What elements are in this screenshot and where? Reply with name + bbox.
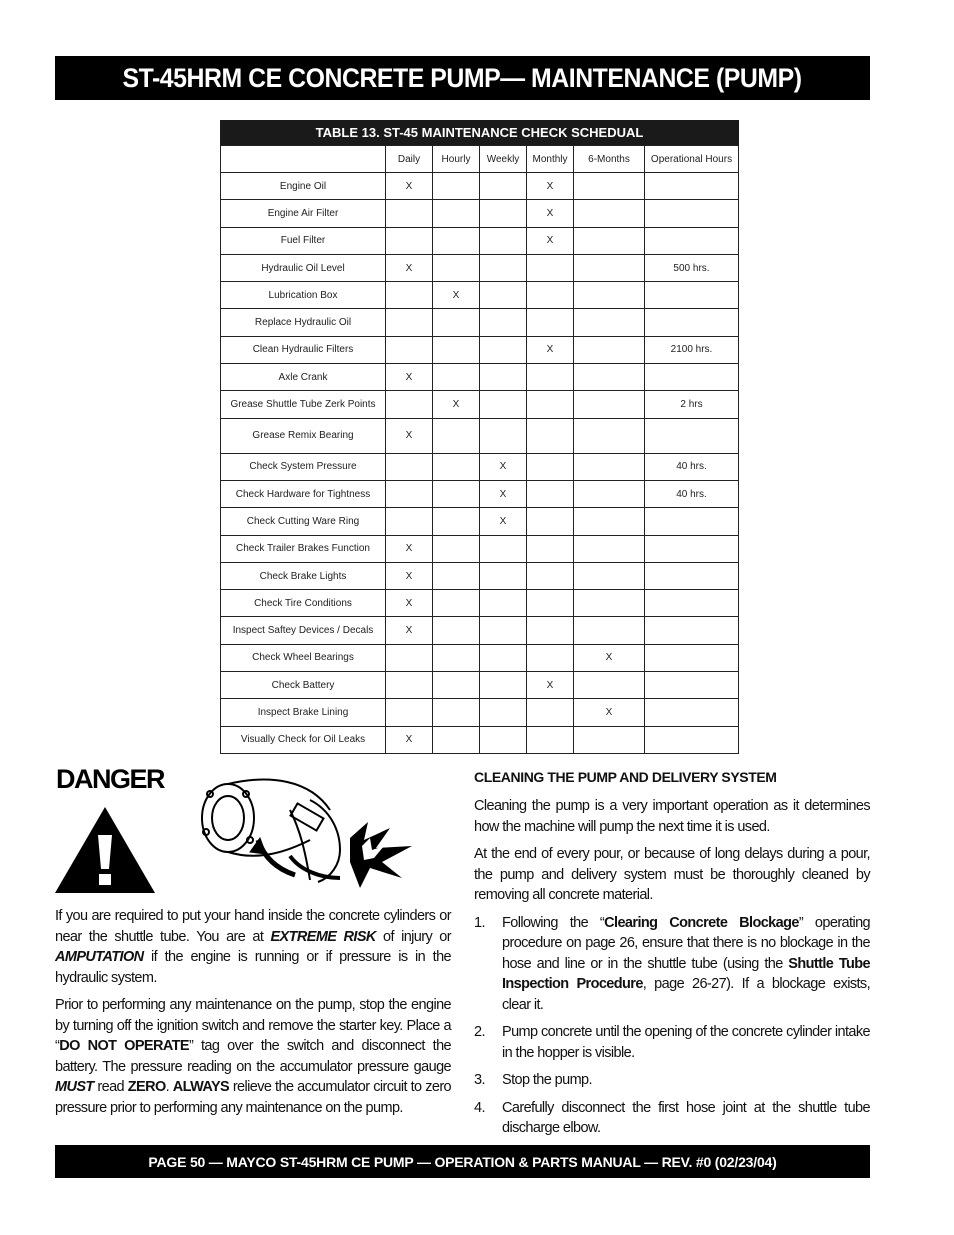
table-cell: X (386, 364, 433, 391)
table-cell (386, 336, 433, 363)
table-cell: 2 hrs (645, 391, 739, 418)
table-cell (527, 535, 574, 562)
table-cell (527, 508, 574, 535)
table-cell: X (480, 453, 527, 480)
table-cell (480, 535, 527, 562)
table-cell (480, 391, 527, 418)
table-row (221, 562, 739, 589)
table-cell (574, 227, 645, 254)
table-cell: X (527, 227, 574, 254)
danger-heading: DANGER (56, 764, 165, 794)
table-cell (480, 562, 527, 589)
table-row-label: Lubrication Box (221, 282, 386, 309)
table-cell: X (527, 173, 574, 200)
table-row (221, 227, 739, 254)
table-cell (480, 200, 527, 227)
table-row (221, 726, 739, 753)
table-row-label: Check Brake Lights (221, 562, 386, 589)
table-row (221, 508, 739, 535)
table-cell (480, 309, 527, 336)
table-cell (645, 699, 739, 726)
table-cell: X (386, 726, 433, 753)
cleaning-step-4: 4. Carefully disconnect the first hose joint at the shuttle tube discharge elbow. (474, 1099, 870, 1136)
table-cell (386, 644, 433, 671)
table-cell (645, 418, 739, 453)
table-cell (480, 699, 527, 726)
table-cell: X (386, 617, 433, 644)
table-cell (574, 364, 645, 391)
table-cell: X (574, 644, 645, 671)
table-row-label: Fuel Filter (221, 227, 386, 254)
table-cell (645, 364, 739, 391)
table-cell (386, 453, 433, 480)
table-row (221, 309, 739, 336)
table-cell: X (386, 562, 433, 589)
table-cell (433, 309, 480, 336)
table-cell: 40 hrs. (645, 480, 739, 507)
table-cell (574, 309, 645, 336)
table-cell (480, 227, 527, 254)
table-cell (527, 418, 574, 453)
page-title: ST-45HRM CE CONCRETE PUMP— MAINTENANCE (PUMP) (122, 62, 802, 93)
table-cell (527, 480, 574, 507)
table-cell (433, 535, 480, 562)
danger-paragraph-2: Prior to performing any maintenance on the pump, stop the engine by turning off the ignition switch and remove the starter key. Place a “DO NOT OPERATE” tag over the switch and disconnect the battery. The pressure reading on the accumulator pressure gauge MUST read ZERO. ALWAYS relieve the accumulator circuit to zero pressure prior to performing any maintenance on the pump. (55, 997, 452, 1116)
table-cell (645, 590, 739, 617)
table-cell (574, 254, 645, 281)
table-header-cell: Monthly (527, 146, 574, 173)
table-cell (386, 200, 433, 227)
table-cell (574, 391, 645, 418)
table-header-cell: 6-Months (574, 146, 645, 173)
table-row-label: Engine Air Filter (221, 200, 386, 227)
table-cell (574, 418, 645, 453)
table-cell (645, 644, 739, 671)
table-cell: X (527, 200, 574, 227)
table-row-label: Inspect Brake Lining (221, 699, 386, 726)
table-cell (527, 282, 574, 309)
table-row-label: Replace Hydraulic Oil (221, 309, 386, 336)
table-row (221, 590, 739, 617)
table-cell (386, 508, 433, 535)
table-header-cell: Weekly (480, 146, 527, 173)
table-row (221, 480, 739, 507)
table-cell (527, 364, 574, 391)
table-row-label: Grease Shuttle Tube Zerk Points (221, 391, 386, 418)
table-cell (480, 336, 527, 363)
table-row-label: Check Hardware for Tightness (221, 480, 386, 507)
table-cell (433, 254, 480, 281)
table-cell (574, 336, 645, 363)
table-cell (645, 508, 739, 535)
table-cell (480, 617, 527, 644)
table-cell (645, 726, 739, 753)
table-cell: X (433, 282, 480, 309)
table-cell (527, 590, 574, 617)
table-cell (574, 480, 645, 507)
table-body (221, 173, 739, 754)
table-cell (433, 590, 480, 617)
table-row-label: Check Tire Conditions (221, 590, 386, 617)
maintenance-check-table (220, 120, 739, 754)
cleaning-step-2: 2. Pump concrete until the opening of the concrete cylinder intake in the hopper is visible. (474, 1024, 870, 1061)
table-row (221, 644, 739, 671)
pump-shuttle-tube-illustration (190, 770, 425, 895)
table-cell (480, 726, 527, 753)
table-cell (527, 617, 574, 644)
table-row (221, 535, 739, 562)
table-row (221, 282, 739, 309)
table-cell (433, 617, 480, 644)
table-cell: 2100 hrs. (645, 336, 739, 363)
table-cell: X (386, 535, 433, 562)
table-row-label: Hydraulic Oil Level (221, 254, 386, 281)
table-row-label: Clean Hydraulic Filters (221, 336, 386, 363)
table-cell: X (386, 254, 433, 281)
table-cell (386, 227, 433, 254)
table-cell (433, 173, 480, 200)
table-cell (574, 282, 645, 309)
table-header-cell: Hourly (433, 146, 480, 173)
table-cell (386, 672, 433, 699)
table-cell (574, 535, 645, 562)
footer-text: PAGE 50 — MAYCO ST-45HRM CE PUMP — OPERATION & PARTS MANUAL — REV. #0 (02/23/04) (148, 1153, 777, 1170)
table-cell (480, 173, 527, 200)
table-cell (433, 418, 480, 453)
table-cell (480, 364, 527, 391)
table-row (221, 336, 739, 363)
table-cell (386, 391, 433, 418)
table-cell: X (386, 418, 433, 453)
table-row (221, 699, 739, 726)
table-cell: X (433, 391, 480, 418)
table-row (221, 200, 739, 227)
table-cell (527, 699, 574, 726)
table-cell (645, 200, 739, 227)
table-cell (574, 562, 645, 589)
table-cell (433, 508, 480, 535)
table-row-label: Check Battery (221, 672, 386, 699)
table-cell (433, 453, 480, 480)
table-cell (386, 282, 433, 309)
table-row-label: Grease Remix Bearing (221, 418, 386, 453)
table-cell: X (527, 336, 574, 363)
cleaning-paragraph-2: At the end of every pour, or because of long delays during a pour, the pump and delivery system must be thoroughly cleaned by removing all concrete material. (474, 846, 870, 903)
table-cell (433, 672, 480, 699)
table-cell (645, 535, 739, 562)
table-cell (433, 699, 480, 726)
table-cell (480, 672, 527, 699)
table-cell (574, 200, 645, 227)
table-cell (574, 617, 645, 644)
table-cell (386, 480, 433, 507)
cleaning-step-3: 3. Stop the pump. (474, 1072, 592, 1088)
table-row-label: Engine Oil (221, 173, 386, 200)
table-header-cell: Operational Hours (645, 146, 739, 173)
table-caption: TABLE 13. ST-45 MAINTENANCE CHECK SCHEDUAL (220, 120, 739, 145)
table-cell (480, 644, 527, 671)
table-cell (645, 672, 739, 699)
cleaning-step-1: 1. Following the “Clearing Concrete Blockage” operating procedure on page 26, ensure that there is no blockage in the hose and line or in the shuttle tube (using the Shuttle Tube Inspection Procedure, page 26-27). If a blockage exists, clear it. (474, 914, 871, 1013)
table-cell (433, 562, 480, 589)
table-cell (527, 644, 574, 671)
table-row (221, 617, 739, 644)
table-cell (433, 644, 480, 671)
table-cell (645, 309, 739, 336)
table-cell: 40 hrs. (645, 453, 739, 480)
table-cell (480, 254, 527, 281)
table-row (221, 391, 739, 418)
table-cell (645, 173, 739, 200)
danger-paragraph-1: If you are required to put your hand inside the concrete cylinders or near the shuttle tube. You are at EXTREME RISK of injury or AMPUTATION if the engine is running or if pressure is in the hydraulic system. (55, 908, 451, 986)
table-cell: X (386, 173, 433, 200)
table-header-cell: Daily (386, 146, 433, 173)
table-row-label: Inspect Saftey Devices / Decals (221, 617, 386, 644)
table-cell (574, 173, 645, 200)
table-cell: X (527, 672, 574, 699)
table-row (221, 364, 739, 391)
table-cell (574, 726, 645, 753)
table-row-label: Visually Check for Oil Leaks (221, 726, 386, 753)
table-row (221, 453, 739, 480)
table-cell (433, 227, 480, 254)
table-cell (527, 562, 574, 589)
table-cell (527, 726, 574, 753)
table-cell (645, 227, 739, 254)
table-cell: X (480, 480, 527, 507)
table-cell (574, 590, 645, 617)
table-row (221, 418, 739, 453)
table-cell (527, 309, 574, 336)
table-cell (527, 391, 574, 418)
table-cell (433, 726, 480, 753)
danger-text (55, 906, 451, 1125)
table-cell (574, 508, 645, 535)
warning-triangle-icon (53, 805, 157, 895)
table-cell (386, 699, 433, 726)
page-title-bar (55, 56, 870, 100)
table-row (221, 173, 739, 200)
table-cell (480, 282, 527, 309)
table-row-label: Check Cutting Ware Ring (221, 508, 386, 535)
table-cell: X (386, 590, 433, 617)
table-row-label: Axle Crank (221, 364, 386, 391)
table-cell (386, 309, 433, 336)
cleaning-steps (474, 913, 870, 1139)
table-row-label: Check Trailer Brakes Function (221, 535, 386, 562)
table-cell: 500 hrs. (645, 254, 739, 281)
table-row (221, 672, 739, 699)
table-cell: X (574, 699, 645, 726)
table-cell (527, 453, 574, 480)
table-row-label: Check System Pressure (221, 453, 386, 480)
table-cell (433, 480, 480, 507)
table-cell: X (480, 508, 527, 535)
table-row (221, 254, 739, 281)
table-cell (433, 364, 480, 391)
table-cell (527, 254, 574, 281)
table-header-row (221, 146, 739, 173)
cleaning-section (474, 767, 870, 1146)
cleaning-paragraph-1: Cleaning the pump is a very important operation as it determines how the machine will pump the next time it is used. (474, 798, 870, 835)
page-footer (55, 1145, 870, 1178)
table-cell (645, 282, 739, 309)
table-cell (574, 453, 645, 480)
table-cell (480, 590, 527, 617)
cleaning-heading: CLEANING THE PUMP AND DELIVERY SYSTEM (474, 769, 777, 785)
table-cell (433, 336, 480, 363)
table-row-label: Check Wheel Bearings (221, 644, 386, 671)
table-cell (645, 562, 739, 589)
table-cell (574, 672, 645, 699)
table-cell (645, 617, 739, 644)
table-header-cell (221, 146, 386, 173)
table-cell (433, 200, 480, 227)
table-cell (480, 418, 527, 453)
